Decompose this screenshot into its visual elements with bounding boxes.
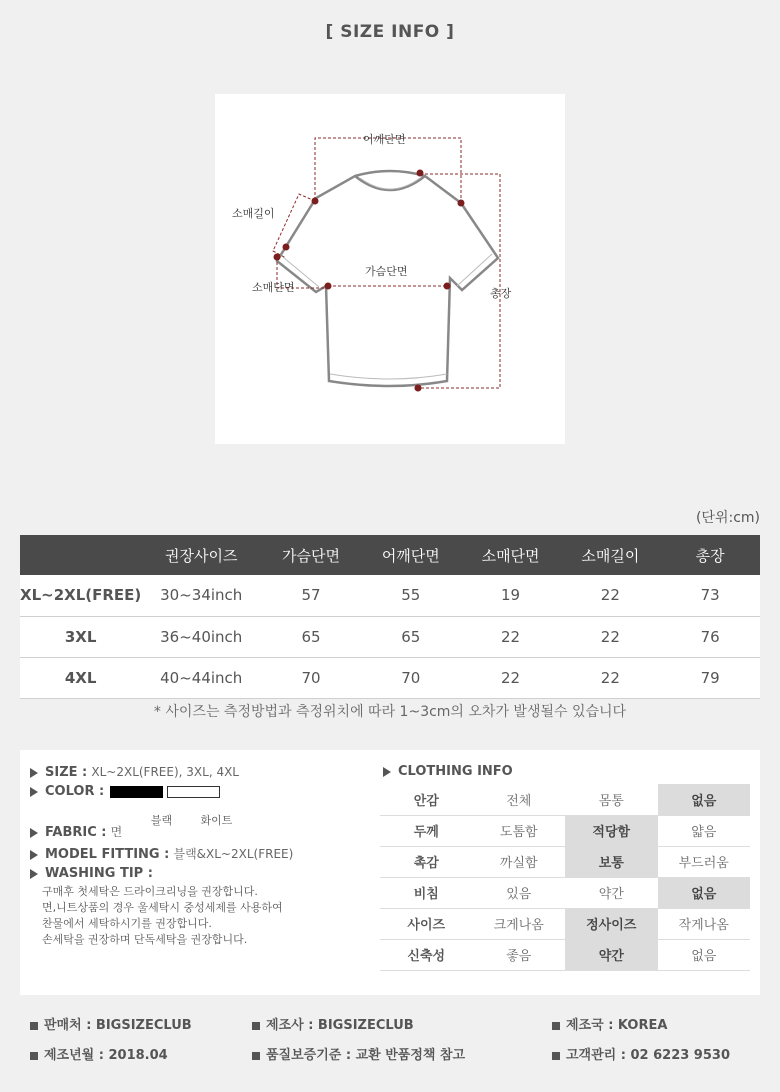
- footer-warranty: 품질보증기준 : 교환 반품정책 참고: [252, 1044, 465, 1063]
- clothing-info-row: [380, 877, 750, 908]
- header-cell: 소매길이: [560, 535, 660, 575]
- clothing-info-title: CLOTHING INFO: [383, 762, 750, 782]
- clothing-attribute: 촉감: [380, 846, 473, 877]
- header-cell: 권장사이즈: [141, 535, 261, 575]
- clothing-attribute: 두께: [380, 815, 473, 846]
- model-value: 블랙&XL~2XL(FREE): [173, 847, 294, 861]
- label-sleeve-length: 소매길이: [232, 207, 275, 220]
- size-name: 4XL: [20, 657, 141, 698]
- table-cell: 36~40inch: [141, 616, 261, 657]
- clothing-info-table: [380, 784, 750, 971]
- clothing-attribute: 안감: [380, 784, 473, 815]
- square-bullet-icon: [30, 1022, 38, 1030]
- table-cell: 22: [461, 657, 561, 698]
- table-cell: 30~34inch: [141, 575, 261, 616]
- label-sleeve-width: 소매단면: [252, 281, 295, 294]
- header-cell: 가슴단면: [261, 535, 361, 575]
- header-cell: [20, 535, 141, 575]
- tshirt-diagram-svg: [215, 94, 565, 444]
- table-row: [20, 575, 760, 616]
- header-cell: 어깨단면: [361, 535, 461, 575]
- table-cell: 22: [560, 616, 660, 657]
- square-bullet-icon: [252, 1022, 260, 1030]
- size-table: [20, 535, 760, 699]
- table-cell: 22: [461, 616, 561, 657]
- table-cell: 22: [560, 575, 660, 616]
- square-bullet-icon: [30, 1052, 38, 1060]
- washing-tip: 손세탁을 권장하며 단독세탁을 권장합니다.: [42, 933, 248, 946]
- table-cell: 22: [560, 657, 660, 698]
- label-total-length: 총장: [490, 287, 512, 300]
- clothing-info-row: [380, 908, 750, 939]
- arrow-right-icon: [30, 787, 38, 797]
- clothing-option: 적당함: [565, 815, 658, 846]
- clothing-option: 있음: [473, 877, 566, 908]
- table-cell: 73: [660, 575, 760, 616]
- table-cell: 70: [361, 657, 461, 698]
- footer-maker: 제조사 : BIGSIZECLUB: [252, 1014, 414, 1033]
- color-line: [30, 782, 370, 802]
- label-shoulder: 어깨단면: [363, 133, 406, 146]
- arrow-right-icon: [30, 850, 38, 860]
- size-line: [30, 762, 370, 782]
- size-name: 3XL: [20, 616, 141, 657]
- washing-line: [30, 864, 370, 884]
- clothing-option: 부드러움: [658, 846, 751, 877]
- clothing-option: 약간: [565, 877, 658, 908]
- clothing-info-row: [380, 784, 750, 815]
- color-white-label: 화이트: [200, 814, 233, 827]
- size-note: * 사이즈는 측정방법과 측정위치에 따라 1~3cm의 오차가 발생될수 있습니다: [153, 704, 627, 720]
- label-chest: 가슴단면: [365, 265, 408, 278]
- swatch-labels: [134, 812, 244, 828]
- clothing-attribute: 비침: [380, 877, 473, 908]
- table-cell: 57: [261, 575, 361, 616]
- header-cell: 총장: [660, 535, 760, 575]
- clothing-option: 몸통: [565, 784, 658, 815]
- washing-label: WASHING TIP :: [45, 866, 153, 881]
- header-cell: 소매단면: [461, 535, 561, 575]
- color-swatch-white[interactable]: [167, 786, 220, 798]
- table-cell: 65: [261, 616, 361, 657]
- table-cell: 19: [461, 575, 561, 616]
- clothing-info: [380, 762, 750, 971]
- clothing-option: 정사이즈: [565, 908, 658, 939]
- clothing-info-row: [380, 846, 750, 877]
- clothing-option: 전체: [473, 784, 566, 815]
- size-label: SIZE :: [45, 765, 88, 780]
- clothing-attribute: 사이즈: [380, 908, 473, 939]
- washing-tip: 구매후 첫세탁은 드라이크리닝을 권장합니다.: [42, 885, 258, 898]
- clothing-option: 약간: [565, 939, 658, 970]
- clothing-option: 크게나옴: [473, 908, 566, 939]
- footer-service: 고객관리 : 02 6223 9530: [552, 1044, 730, 1063]
- model-label: MODEL FITTING :: [45, 847, 170, 862]
- fabric-label: FABRIC :: [45, 825, 107, 840]
- tshirt-size-diagram: [215, 94, 565, 444]
- clothing-option: 없음: [658, 784, 751, 815]
- footer-country: 제조국 : KOREA: [552, 1014, 667, 1033]
- clothing-info-row: [380, 815, 750, 846]
- washing-tips: [42, 884, 370, 948]
- square-bullet-icon: [552, 1052, 560, 1060]
- unit-label: (단위:cm): [695, 510, 760, 526]
- clothing-option: 없음: [658, 939, 751, 970]
- clothing-option: 보통: [565, 846, 658, 877]
- fabric-value: 면: [110, 825, 123, 839]
- size-table-header: [20, 535, 760, 575]
- color-black-label: 블랙: [150, 814, 173, 827]
- page-title: [ SIZE INFO ]: [325, 22, 455, 42]
- clothing-option: 좋음: [473, 939, 566, 970]
- product-info-panel: [20, 750, 760, 995]
- square-bullet-icon: [552, 1022, 560, 1030]
- clothing-option: 얇음: [658, 815, 751, 846]
- arrow-right-icon: [30, 768, 38, 778]
- table-cell: 40~44inch: [141, 657, 261, 698]
- table-row: [20, 657, 760, 698]
- clothing-option: 작게나옴: [658, 908, 751, 939]
- footer-seller: 판매처 : BIGSIZECLUB: [30, 1014, 192, 1033]
- table-cell: 55: [361, 575, 461, 616]
- clothing-attribute: 신축성: [380, 939, 473, 970]
- table-cell: 65: [361, 616, 461, 657]
- clothing-option: 까실함: [473, 846, 566, 877]
- table-row: [20, 616, 760, 657]
- footer-date: 제조년월 : 2018.04: [30, 1044, 168, 1063]
- arrow-right-icon: [30, 828, 38, 838]
- square-bullet-icon: [252, 1052, 260, 1060]
- color-label: COLOR :: [45, 784, 105, 799]
- arrow-right-icon: [383, 767, 391, 777]
- table-cell: 76: [660, 616, 760, 657]
- clothing-option: 없음: [658, 877, 751, 908]
- table-cell: 79: [660, 657, 760, 698]
- clothing-option: 도톰함: [473, 815, 566, 846]
- arrow-right-icon: [30, 869, 38, 879]
- table-cell: 70: [261, 657, 361, 698]
- color-swatch-black[interactable]: [110, 786, 163, 798]
- product-details: [30, 762, 370, 948]
- washing-tip: 찬물에서 세탁하시기를 권장합니다.: [42, 917, 212, 930]
- size-value: XL~2XL(FREE), 3XL, 4XL: [91, 765, 239, 779]
- washing-tip: 면,니트상품의 경우 울세탁시 중성세제를 사용하여: [42, 901, 283, 914]
- clothing-info-row: [380, 939, 750, 970]
- model-line: [30, 844, 370, 864]
- size-name: XL~2XL(FREE): [20, 575, 141, 616]
